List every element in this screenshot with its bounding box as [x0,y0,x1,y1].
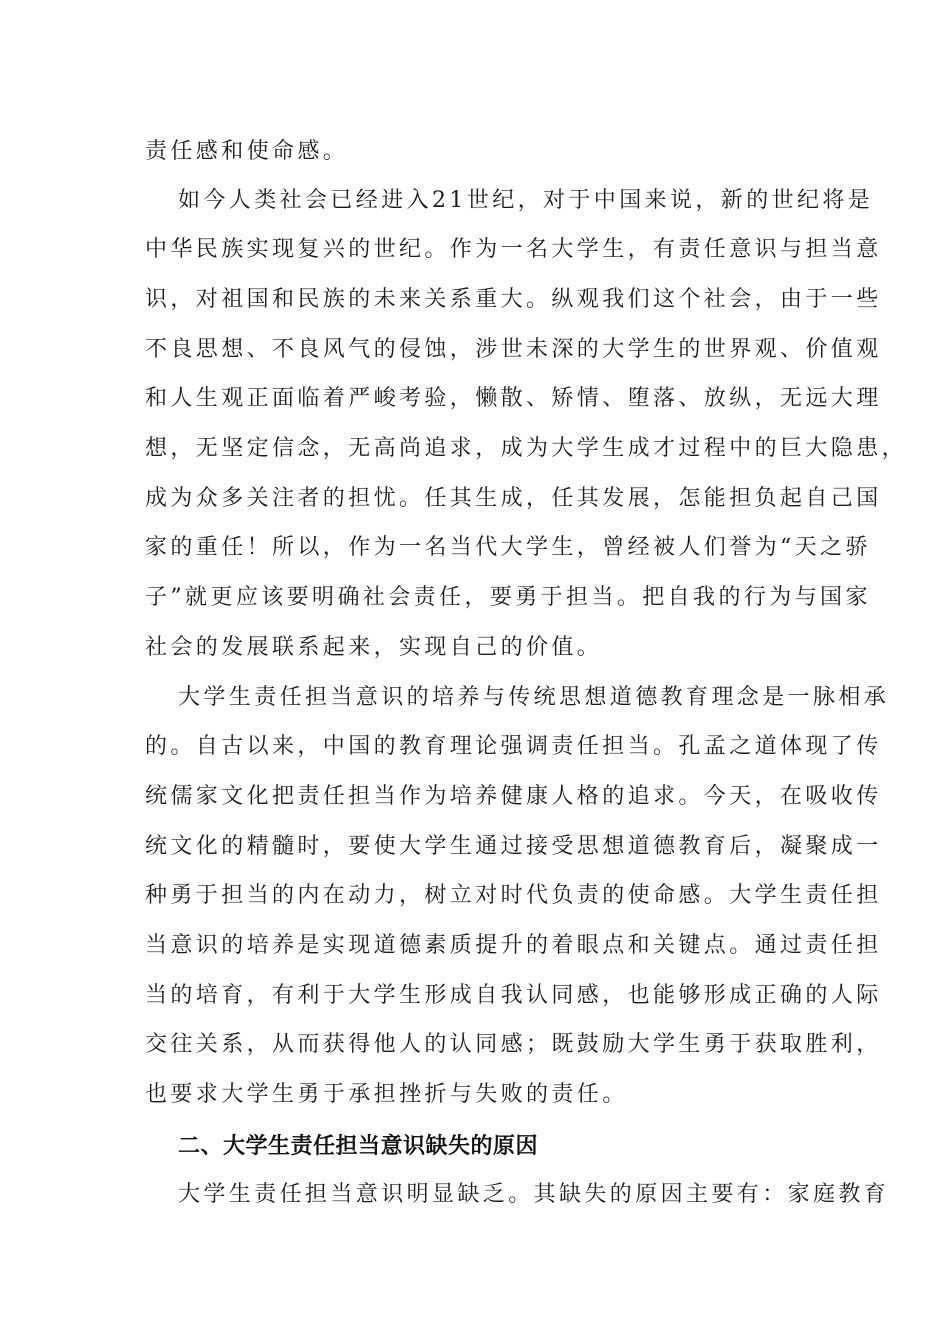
text-line: 统文化的精髓时，要使大学生通过接受思想道德教育后，凝聚成一 [145,834,882,859]
text-line: 大学生责任担当意识的培养与传统思想道德教育理念是一脉相承 [178,685,890,710]
text-line: 社会的发展联系起来，实现自己的价值。 [145,635,603,660]
text-line: 家的重任！所以，作为一名当代大学生，曾经被人们誉为“天之骄 [145,535,871,560]
text-line: 和人生观正面临着严峻考验，懒散、矫情、堕落、放纵，无远大理 [145,386,882,411]
section-heading: 二、大学生责任担当意识缺失的原因 [178,1134,539,1159]
text-line: 当的培育，有利于大学生形成自我认同感，也能够形成正确的人际 [145,983,882,1008]
text-line: 子”就更应该要明确社会责任，要勇于担当。把自我的行为与国家 [145,585,871,610]
text-line: 种勇于担当的内在动力，树立对时代负责的使命感。大学生责任担 [145,883,882,908]
text-line: 成为众多关注者的担忧。任其生成，任其发展，怎能担负起自己国 [145,486,882,511]
text-line: 识，对祖国和民族的未来关系重大。纵观我们这个社会，由于一些 [145,287,882,312]
text-line: 想，无坚定信念，无高尚追求，成为大学生成才过程中的巨大隐患， [145,436,908,461]
text-line: 中华民族实现复兴的世纪。作为一名大学生，有责任意识与担当意 [145,237,882,262]
text-line: 责任感和使命感。 [145,139,349,164]
text-line: 交往关系，从而获得他人的认同感；既鼓励大学生勇于获取胜利， [145,1032,882,1057]
text-line: 的。自古以来，中国的教育理论强调责任担当。孔孟之道体现了传 [145,734,882,759]
text-line: 也要求大学生勇于承担挫折与失败的责任。 [145,1082,628,1107]
text-line: 不良思想、不良风气的侵蚀，涉世未深的大学生的世界观、价值观 [145,337,882,362]
text-line: 当意识的培养是实现道德素质提升的着眼点和关键点。通过责任担 [145,933,882,958]
text-line: 如今人类社会已经进入21世纪，对于中国来说，新的世纪将是 [178,188,874,213]
text-line: 统儒家文化把责任担当作为培养健康人格的追求。今天，在吸收传 [145,784,882,809]
text-line: 大学生责任担当意识明显缺乏。其缺失的原因主要有：家庭教育 [178,1182,890,1207]
